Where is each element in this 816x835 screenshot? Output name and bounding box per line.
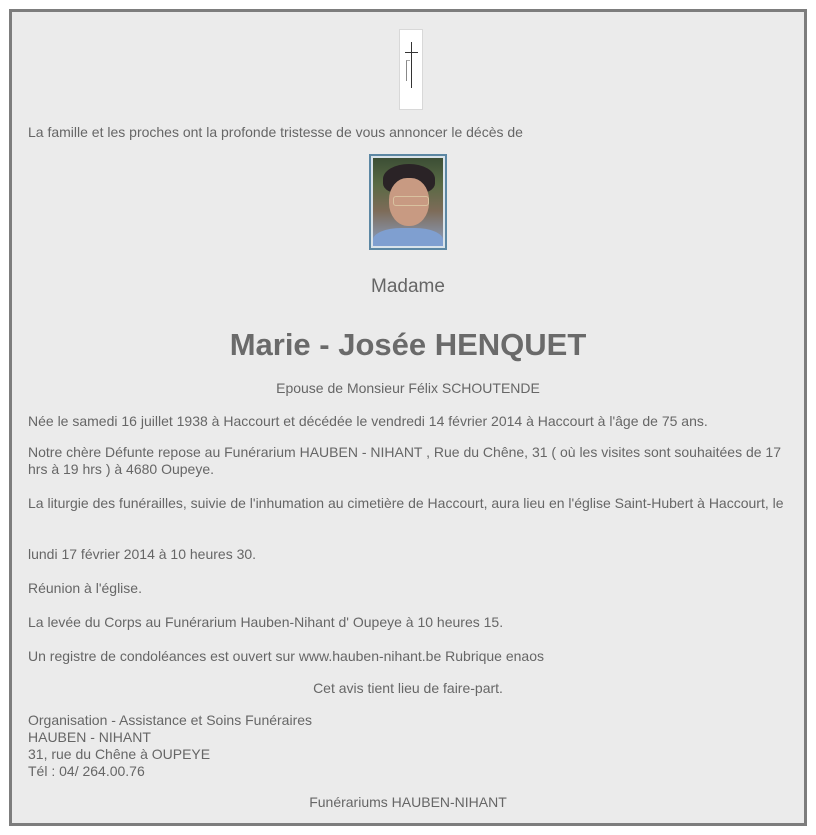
footer-text: Funérariums HAUBEN-NIHANT [309, 794, 507, 810]
deceased-name: Marie - Josée HENQUET [229, 327, 587, 362]
meeting-text: Réunion à l'église. [28, 580, 142, 596]
registry-text: Un registre de condoléances est ouvert sur www.hauben-nihant.be Rubrique enaos [28, 648, 544, 664]
rest-text: Notre chère Défunte repose au Funérarium HAUBEN - NIHANT , Rue du Chêne, 31 ( où les visites sont souhaitées de 17 hrs à 19 hrs ) à 4680 Oupeye. [28, 444, 782, 477]
honorific: Madame [371, 276, 445, 297]
deceased-photo [369, 154, 447, 250]
notice-text: Cet avis tient lieu de faire-part. [313, 680, 503, 696]
organisation-line-1: Organisation - Assistance et Soins Funéraires [28, 712, 313, 728]
intro-text: La famille et les proches ont la profonde tristesse de vous annoncer le décès de [28, 124, 523, 140]
spouse-text: Epouse de Monsieur Félix SCHOUTENDE [276, 380, 540, 396]
organisation-phone: Tél : 04/ 264.00.76 [28, 763, 145, 779]
organisation-line-2: HAUBEN - NIHANT [28, 729, 151, 745]
organisation-line-3: 31, rue du Chêne à OUPEYE [28, 746, 211, 762]
levee-text: La levée du Corps au Funérarium Hauben-Nihant d' Oupeye à 10 heures 15. [28, 614, 504, 630]
funeral-date: lundi 17 février 2014 à 10 heures 30. [28, 546, 257, 562]
obituary-card [9, 9, 807, 826]
cross-icon [399, 29, 423, 110]
liturgy-text: La liturgie des funérailles, suivie de l'inhumation au cimetière de Haccourt, aura lieu en l'église Saint-Hubert à Haccourt, le [28, 495, 784, 511]
birth-death-text: Née le samedi 16 juillet 1938 à Haccourt et décédée le vendredi 14 février 2014 à Haccourt à l'âge de 75 ans. [28, 413, 708, 429]
